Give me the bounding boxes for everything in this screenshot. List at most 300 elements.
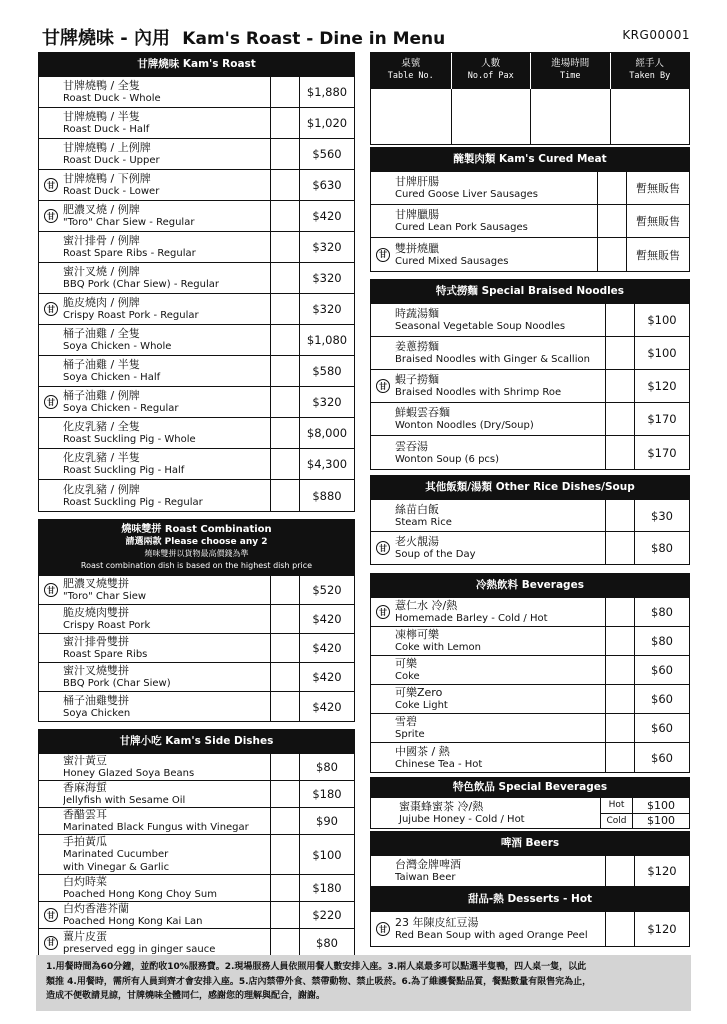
menu-item-row[interactable] <box>39 634 354 663</box>
cured-list <box>370 171 690 272</box>
item-price: $320 <box>312 271 342 285</box>
item-name <box>63 294 270 324</box>
item-price: $170 <box>647 445 677 460</box>
icon-slot <box>371 714 395 742</box>
quantity-box[interactable] <box>605 532 635 564</box>
quantity-box[interactable] <box>605 436 635 469</box>
quantity-box[interactable] <box>605 370 635 402</box>
menu-item-row[interactable] <box>39 835 354 875</box>
menu-item-row[interactable] <box>39 754 354 781</box>
item-name-zh: 老火靚湯 <box>395 535 439 548</box>
item-price: $120 <box>647 922 677 936</box>
menu-item-row[interactable] <box>371 172 689 205</box>
menu-item-row[interactable] <box>371 403 689 436</box>
special-bev-name: 蜜棗蜂蜜茶 冷/熱 Jujube Honey - Cold / Hot <box>399 800 525 825</box>
menu-item-row[interactable] <box>39 418 354 449</box>
item-name-zh: 香醋雲耳 <box>63 808 107 821</box>
icon-slot <box>39 232 63 262</box>
combo-list <box>38 575 355 722</box>
rice-section <box>370 475 690 565</box>
quantity-box[interactable] <box>605 598 635 626</box>
special-bev-options <box>600 798 632 828</box>
item-name-en-2: with Vinegar & Garlic <box>63 862 170 873</box>
item-name <box>63 139 270 169</box>
quantity-box[interactable] <box>270 634 300 662</box>
icon-slot <box>39 781 63 807</box>
combo-heading <box>38 519 355 575</box>
item-price: $580 <box>312 364 342 378</box>
item-price: $520 <box>312 583 342 597</box>
item-name-zh: 甘牌肝腸 <box>395 175 439 188</box>
icon-slot <box>371 598 395 626</box>
item-name-en: Wonton Noodles (Dry/Soup) <box>395 420 534 431</box>
icon-slot <box>371 238 395 271</box>
item-price: $320 <box>312 302 342 316</box>
item-name-en: Soya Chicken <box>63 707 131 719</box>
menu-item-row[interactable] <box>39 356 354 387</box>
item-name-en: Steam Rice <box>395 516 452 528</box>
item-name-en: Roast Suckling Pig - Whole <box>63 434 196 445</box>
taken-by-header: 經手人 Taken By <box>610 53 690 89</box>
item-price: $120 <box>647 864 677 878</box>
menu-item-row[interactable] <box>39 929 354 956</box>
menu-item-row[interactable] <box>39 875 354 902</box>
item-name <box>395 403 605 435</box>
takeaway-tin-icon: 甘 <box>376 541 390 555</box>
quantity-box[interactable] <box>270 449 300 479</box>
icon-slot <box>39 929 63 956</box>
item-price: $630 <box>312 178 342 192</box>
quantity-box[interactable] <box>605 627 635 655</box>
quantity-box[interactable] <box>270 294 300 324</box>
item-name-zh: 化皮乳豬 / 全隻 <box>63 420 140 433</box>
item-name <box>395 912 605 946</box>
roast-section <box>38 52 355 512</box>
menu-item-row[interactable] <box>39 449 354 480</box>
quantity-box[interactable] <box>270 576 300 604</box>
item-price: $90 <box>316 814 338 828</box>
item-name-en: Roast Suckling Pig - Half <box>63 465 185 476</box>
time-field[interactable] <box>530 89 610 144</box>
beverages-list <box>370 597 690 773</box>
item-name <box>63 201 270 231</box>
item-price: $80 <box>316 760 338 774</box>
pax-field[interactable] <box>451 89 531 144</box>
cold-label: Cold <box>606 815 627 826</box>
quantity-box[interactable] <box>605 856 635 886</box>
quantity-box[interactable] <box>270 201 300 231</box>
icon-slot <box>371 436 395 469</box>
menu-item-row[interactable] <box>39 480 354 511</box>
item-name-zh: 姜蔥撈麵 <box>395 340 439 353</box>
icon-slot <box>39 663 63 691</box>
item-name-zh: 香麻海蜇 <box>63 781 107 794</box>
menu-item-row[interactable] <box>371 532 689 564</box>
item-name-zh: 鮮蝦雲吞麵 <box>395 406 450 419</box>
item-name <box>395 598 605 626</box>
item-price: $80 <box>316 935 338 950</box>
icon-slot <box>39 634 63 662</box>
roast-list <box>38 76 355 512</box>
item-name-zh: 時蔬湯麵 <box>395 307 439 320</box>
beverages-section <box>370 573 690 773</box>
menu-item-row[interactable] <box>39 663 354 692</box>
icon-slot <box>39 201 63 231</box>
item-name-en: Roast Duck - Whole <box>63 93 161 104</box>
icon-slot <box>39 170 63 200</box>
icon-slot <box>371 627 395 655</box>
menu-item-row[interactable] <box>371 205 689 238</box>
menu-item-row[interactable] <box>371 238 689 271</box>
item-name <box>63 929 270 956</box>
item-price: $420 <box>312 641 342 655</box>
item-name <box>395 856 605 886</box>
item-name-zh: 桶子油雞 / 全隻 <box>63 327 140 340</box>
menu-item-row[interactable] <box>371 598 689 627</box>
quantity-box[interactable] <box>270 754 300 780</box>
item-price: $80 <box>651 541 673 555</box>
item-name-en: Cured Lean Pork Sausages <box>395 222 528 233</box>
quantity-box[interactable] <box>270 902 300 928</box>
takeaway-tin-icon: 甘 <box>376 605 390 619</box>
item-name <box>63 263 270 293</box>
desserts-section <box>370 887 690 947</box>
quantity-box[interactable] <box>270 781 300 807</box>
icon-slot <box>39 692 63 721</box>
side-list <box>38 753 355 957</box>
item-name <box>63 902 270 928</box>
icon-slot <box>39 294 63 324</box>
quantity-box[interactable] <box>270 663 300 691</box>
item-price: $60 <box>651 692 673 706</box>
item-name <box>63 576 270 604</box>
quantity-box[interactable] <box>270 108 300 138</box>
item-name-en: Crispy Roast Pork <box>63 620 151 631</box>
quantity-box[interactable] <box>270 170 300 200</box>
item-price: $180 <box>312 787 342 801</box>
item-name <box>63 754 270 780</box>
special-bev-section <box>370 777 690 829</box>
item-name-en: Marinated Cucumber <box>63 849 169 860</box>
item-name <box>63 808 270 834</box>
quantity-box[interactable] <box>270 605 300 633</box>
quantity-box[interactable] <box>270 418 300 448</box>
menu-code: KRG00001 <box>622 28 690 42</box>
item-name-zh: 白灼香港芥蘭 <box>63 902 129 915</box>
menu-item-row[interactable] <box>371 714 689 743</box>
item-price: $1,080 <box>306 333 348 347</box>
table-info-box <box>370 52 690 145</box>
quantity-box[interactable] <box>270 875 300 901</box>
item-price: $560 <box>312 147 342 161</box>
item-name-en: Poached Hong Kong Choy Sum <box>63 889 217 900</box>
quantity-box[interactable] <box>270 356 300 386</box>
item-name-zh: 桶子油雞 / 例牌 <box>63 389 140 402</box>
item-price: $8,000 <box>306 426 348 440</box>
icon-slot <box>371 403 395 435</box>
item-name <box>395 304 605 336</box>
item-name <box>395 685 605 713</box>
takeaway-tin-icon: 甘 <box>44 178 58 192</box>
item-name <box>395 205 597 237</box>
item-name-en: Sprite <box>395 729 425 740</box>
menu-item-row[interactable] <box>39 692 354 721</box>
icon-slot <box>39 418 63 448</box>
quantity-box[interactable] <box>270 929 300 956</box>
item-price: 暫無販售 <box>636 215 680 228</box>
desserts-list <box>370 911 690 947</box>
menu-item-row[interactable] <box>371 656 689 685</box>
menu-item-row[interactable] <box>371 436 689 469</box>
icon-slot <box>371 205 395 237</box>
title-zh: 甘牌燒味 - 內用 <box>42 28 171 49</box>
menu-item-row[interactable] <box>371 685 689 714</box>
icon-slot <box>39 139 63 169</box>
item-name-en: Wonton Soup (6 pcs) <box>395 453 500 465</box>
beers-section <box>370 831 690 887</box>
item-name-en: Roast Duck - Half <box>63 124 150 135</box>
menu-item-row[interactable] <box>371 304 689 337</box>
side-section <box>38 729 355 957</box>
item-price: $420 <box>312 209 342 223</box>
item-name-en: Braised Noodles with Ginger & Scallion <box>395 354 590 365</box>
footer-line-3: 造成不便敬請見諒，甘牌燒味全體同仁，感謝您的理解與配合，謝謝。 <box>46 991 326 1001</box>
item-price: $1,880 <box>306 85 348 99</box>
item-price: $420 <box>312 670 342 684</box>
quantity-box[interactable] <box>605 912 635 946</box>
menu-item-row[interactable] <box>371 370 689 403</box>
item-price: $4,300 <box>306 457 348 471</box>
icon-slot <box>39 808 63 834</box>
hot-price: $100 <box>633 798 689 814</box>
item-price: $1,020 <box>306 116 348 130</box>
quantity-box[interactable] <box>605 743 635 772</box>
item-name-zh: 絲苗白飯 <box>395 502 439 516</box>
quantity-box[interactable] <box>597 172 627 204</box>
item-name-zh: 蜜汁叉燒雙拼 <box>63 664 129 677</box>
icon-slot <box>39 77 63 107</box>
item-name-en: "Toro" Char Siew <box>63 591 147 602</box>
menu-item-row[interactable] <box>371 743 689 772</box>
item-name-en: BBQ Pork (Char Siew) <box>63 678 171 689</box>
item-name-zh: 凍檸可樂 <box>395 628 439 641</box>
takeaway-tin-icon: 甘 <box>44 936 58 950</box>
footer-line-2: 類推 4.用餐時，需所有人員到齊才會安排入座。5.店內禁帶外食、禁帶動物、禁止吸菸。6.為了維護餐點品質，餐點數量有限售完為止， <box>46 976 592 987</box>
menu-item-row[interactable] <box>371 912 689 946</box>
item-name <box>395 627 605 655</box>
item-name-zh: 化皮乳豬 / 半隻 <box>63 451 140 464</box>
special-bev-heading: 特色飲品 Special Beverages <box>370 777 690 797</box>
icon-slot <box>371 500 395 531</box>
item-name-en: Poached Hong Kong Kai Lan <box>63 916 203 927</box>
item-name-en: Cured Goose Liver Sausages <box>395 189 538 200</box>
icon-slot <box>371 685 395 713</box>
quantity-box[interactable] <box>270 692 300 721</box>
special-bev-prices <box>632 798 689 828</box>
item-name-zh: 薑片皮蛋 <box>63 929 107 943</box>
item-name-zh: 雲吞湯 <box>395 439 428 453</box>
menu-item-row[interactable] <box>39 170 354 201</box>
item-name <box>63 77 270 107</box>
menu-item-row[interactable] <box>39 808 354 835</box>
item-name-en: Homemade Barley - Cold / Hot <box>395 613 548 624</box>
menu-item-row[interactable] <box>39 201 354 232</box>
item-name <box>63 480 270 511</box>
menu-item-row[interactable] <box>39 781 354 808</box>
item-name-en: Soya Chicken - Half <box>63 372 161 383</box>
item-name-en: Cured Mixed Sausages <box>395 255 509 267</box>
item-name-zh: 肥濃叉燒雙拼 <box>63 577 129 590</box>
menu-item-row[interactable] <box>39 139 354 170</box>
quantity-box[interactable] <box>270 77 300 107</box>
item-name-zh: 甘牌燒鴨 / 下例牌 <box>63 172 151 185</box>
quantity-box[interactable] <box>270 139 300 169</box>
hot-label: Hot <box>601 798 632 814</box>
menu-item-row[interactable] <box>39 325 354 356</box>
quantity-box[interactable] <box>270 835 300 874</box>
menu-item-row[interactable] <box>371 627 689 656</box>
item-name-en: Soup of the Day <box>395 549 476 560</box>
quantity-box[interactable] <box>270 232 300 262</box>
combo-note-en: Roast combination dish is based on the highest dish price <box>80 561 313 570</box>
quantity-box[interactable] <box>597 238 627 271</box>
item-name-zh: 23 年陳皮紅豆湯 <box>395 916 479 929</box>
pax-header: 人數 No.of Pax <box>451 53 531 89</box>
item-price: $880 <box>312 488 342 503</box>
icon-slot <box>371 856 395 886</box>
item-name-en: Red Bean Soup with aged Orange Peel <box>395 930 588 941</box>
footer-notes <box>36 955 691 1011</box>
quantity-box[interactable] <box>605 714 635 742</box>
menu-item-row[interactable] <box>371 337 689 370</box>
item-name <box>395 743 605 772</box>
item-name <box>63 692 270 721</box>
item-name-en: preserved egg in ginger sauce <box>63 943 216 955</box>
time-header: 進場時間 Time <box>530 53 610 89</box>
quantity-box[interactable] <box>270 263 300 293</box>
menu-item-row[interactable] <box>39 576 354 605</box>
icon-slot <box>371 304 395 336</box>
quantity-box[interactable] <box>270 387 300 417</box>
item-name-zh: 蜜汁叉燒 / 例牌 <box>63 265 140 278</box>
menu-item-row[interactable] <box>39 263 354 294</box>
item-name-en: "Toro" Char Siew - Regular <box>63 217 195 228</box>
icon-slot <box>39 356 63 386</box>
item-name <box>395 238 597 271</box>
item-name-zh: 甘牌臘腸 <box>395 208 439 221</box>
quantity-box[interactable] <box>270 808 300 834</box>
menu-item-row[interactable] <box>39 902 354 929</box>
menu-item-row[interactable] <box>39 77 354 108</box>
item-name <box>63 634 270 662</box>
item-name <box>63 232 270 262</box>
item-name-zh: 脆皮燒肉雙拼 <box>63 606 129 619</box>
rice-list <box>370 499 690 565</box>
item-name <box>63 356 270 386</box>
quantity-box[interactable] <box>605 656 635 684</box>
icon-slot <box>39 325 63 355</box>
noodles-heading: 特式撈麵 Special Braised Noodles <box>370 279 690 303</box>
menu-item-row[interactable] <box>39 108 354 139</box>
item-price: $100 <box>647 313 677 327</box>
icon-slot <box>39 875 63 901</box>
item-price: $170 <box>647 412 677 426</box>
item-price: $220 <box>312 908 342 922</box>
item-name-zh: 肥濃叉燒 / 例牌 <box>63 203 140 216</box>
item-name-en: Soya Chicken - Regular <box>63 403 179 414</box>
beers-list <box>370 855 690 887</box>
item-price: 暫無販售 <box>636 248 680 262</box>
combo-note-zh: 燒味雙拼以貨物最高價錢為準 <box>144 549 249 558</box>
item-name <box>395 656 605 684</box>
quantity-box[interactable] <box>605 304 635 336</box>
item-name <box>63 387 270 417</box>
menu-item-row[interactable] <box>39 605 354 634</box>
takeaway-tin-icon: 甘 <box>44 302 58 316</box>
icon-slot <box>371 743 395 772</box>
combo-title: 燒味雙拼 Roast Combination <box>121 524 272 535</box>
menu-item-row[interactable] <box>39 294 354 325</box>
item-name-zh: 甘牌燒鴨 / 上例牌 <box>63 141 151 154</box>
item-name <box>63 663 270 691</box>
table-no-field[interactable] <box>371 89 451 144</box>
quantity-box[interactable] <box>597 205 627 237</box>
menu-item-row[interactable] <box>371 856 689 886</box>
item-name-zh: 雙拼燒臘 <box>395 241 439 255</box>
item-name <box>395 436 605 469</box>
roast-heading: 甘牌燒味 Kam's Roast <box>38 52 355 76</box>
menu-item-row[interactable] <box>39 387 354 418</box>
item-price: $180 <box>312 881 342 895</box>
item-name <box>63 108 270 138</box>
item-price: $30 <box>651 508 673 523</box>
special-bev-row[interactable] <box>370 797 690 829</box>
item-name-zh: 蜜汁排骨雙拼 <box>63 635 129 648</box>
item-name <box>63 781 270 807</box>
quantity-box[interactable] <box>605 403 635 435</box>
item-name <box>63 875 270 901</box>
item-price: $420 <box>312 612 342 626</box>
icon-slot <box>371 337 395 369</box>
beers-heading: 啤酒 Beers <box>370 831 690 855</box>
item-name <box>63 170 270 200</box>
item-name-en: Coke Light <box>395 700 448 711</box>
item-price: $120 <box>647 379 677 393</box>
menu-item-row[interactable] <box>39 232 354 263</box>
combo-instruction: 請選兩款 Please choose any 2 <box>125 537 268 547</box>
item-price: $80 <box>651 605 673 619</box>
quantity-box[interactable] <box>605 685 635 713</box>
table-no-header: 桌號 Table No. <box>371 53 451 89</box>
quantity-box[interactable] <box>605 337 635 369</box>
page-title <box>42 24 445 50</box>
item-name-en: Marinated Black Fungus with Vinegar <box>63 822 249 833</box>
item-name-en: Honey Glazed Soya Beans <box>63 768 195 779</box>
quantity-box[interactable] <box>270 325 300 355</box>
item-name-en: Roast Suckling Pig - Regular <box>63 496 203 508</box>
item-name <box>63 605 270 633</box>
menu-item-row[interactable] <box>371 500 689 532</box>
item-name-en: Jellyfish with Sesame Oil <box>63 795 186 806</box>
quantity-box[interactable] <box>270 480 300 511</box>
item-price: $420 <box>312 699 342 714</box>
icon-slot <box>39 263 63 293</box>
taken-by-field[interactable] <box>610 89 690 144</box>
quantity-box[interactable] <box>605 500 635 531</box>
noodles-section <box>370 279 690 470</box>
icon-slot <box>39 576 63 604</box>
rice-heading: 其他飯類/湯類 Other Rice Dishes/Soup <box>370 475 690 499</box>
